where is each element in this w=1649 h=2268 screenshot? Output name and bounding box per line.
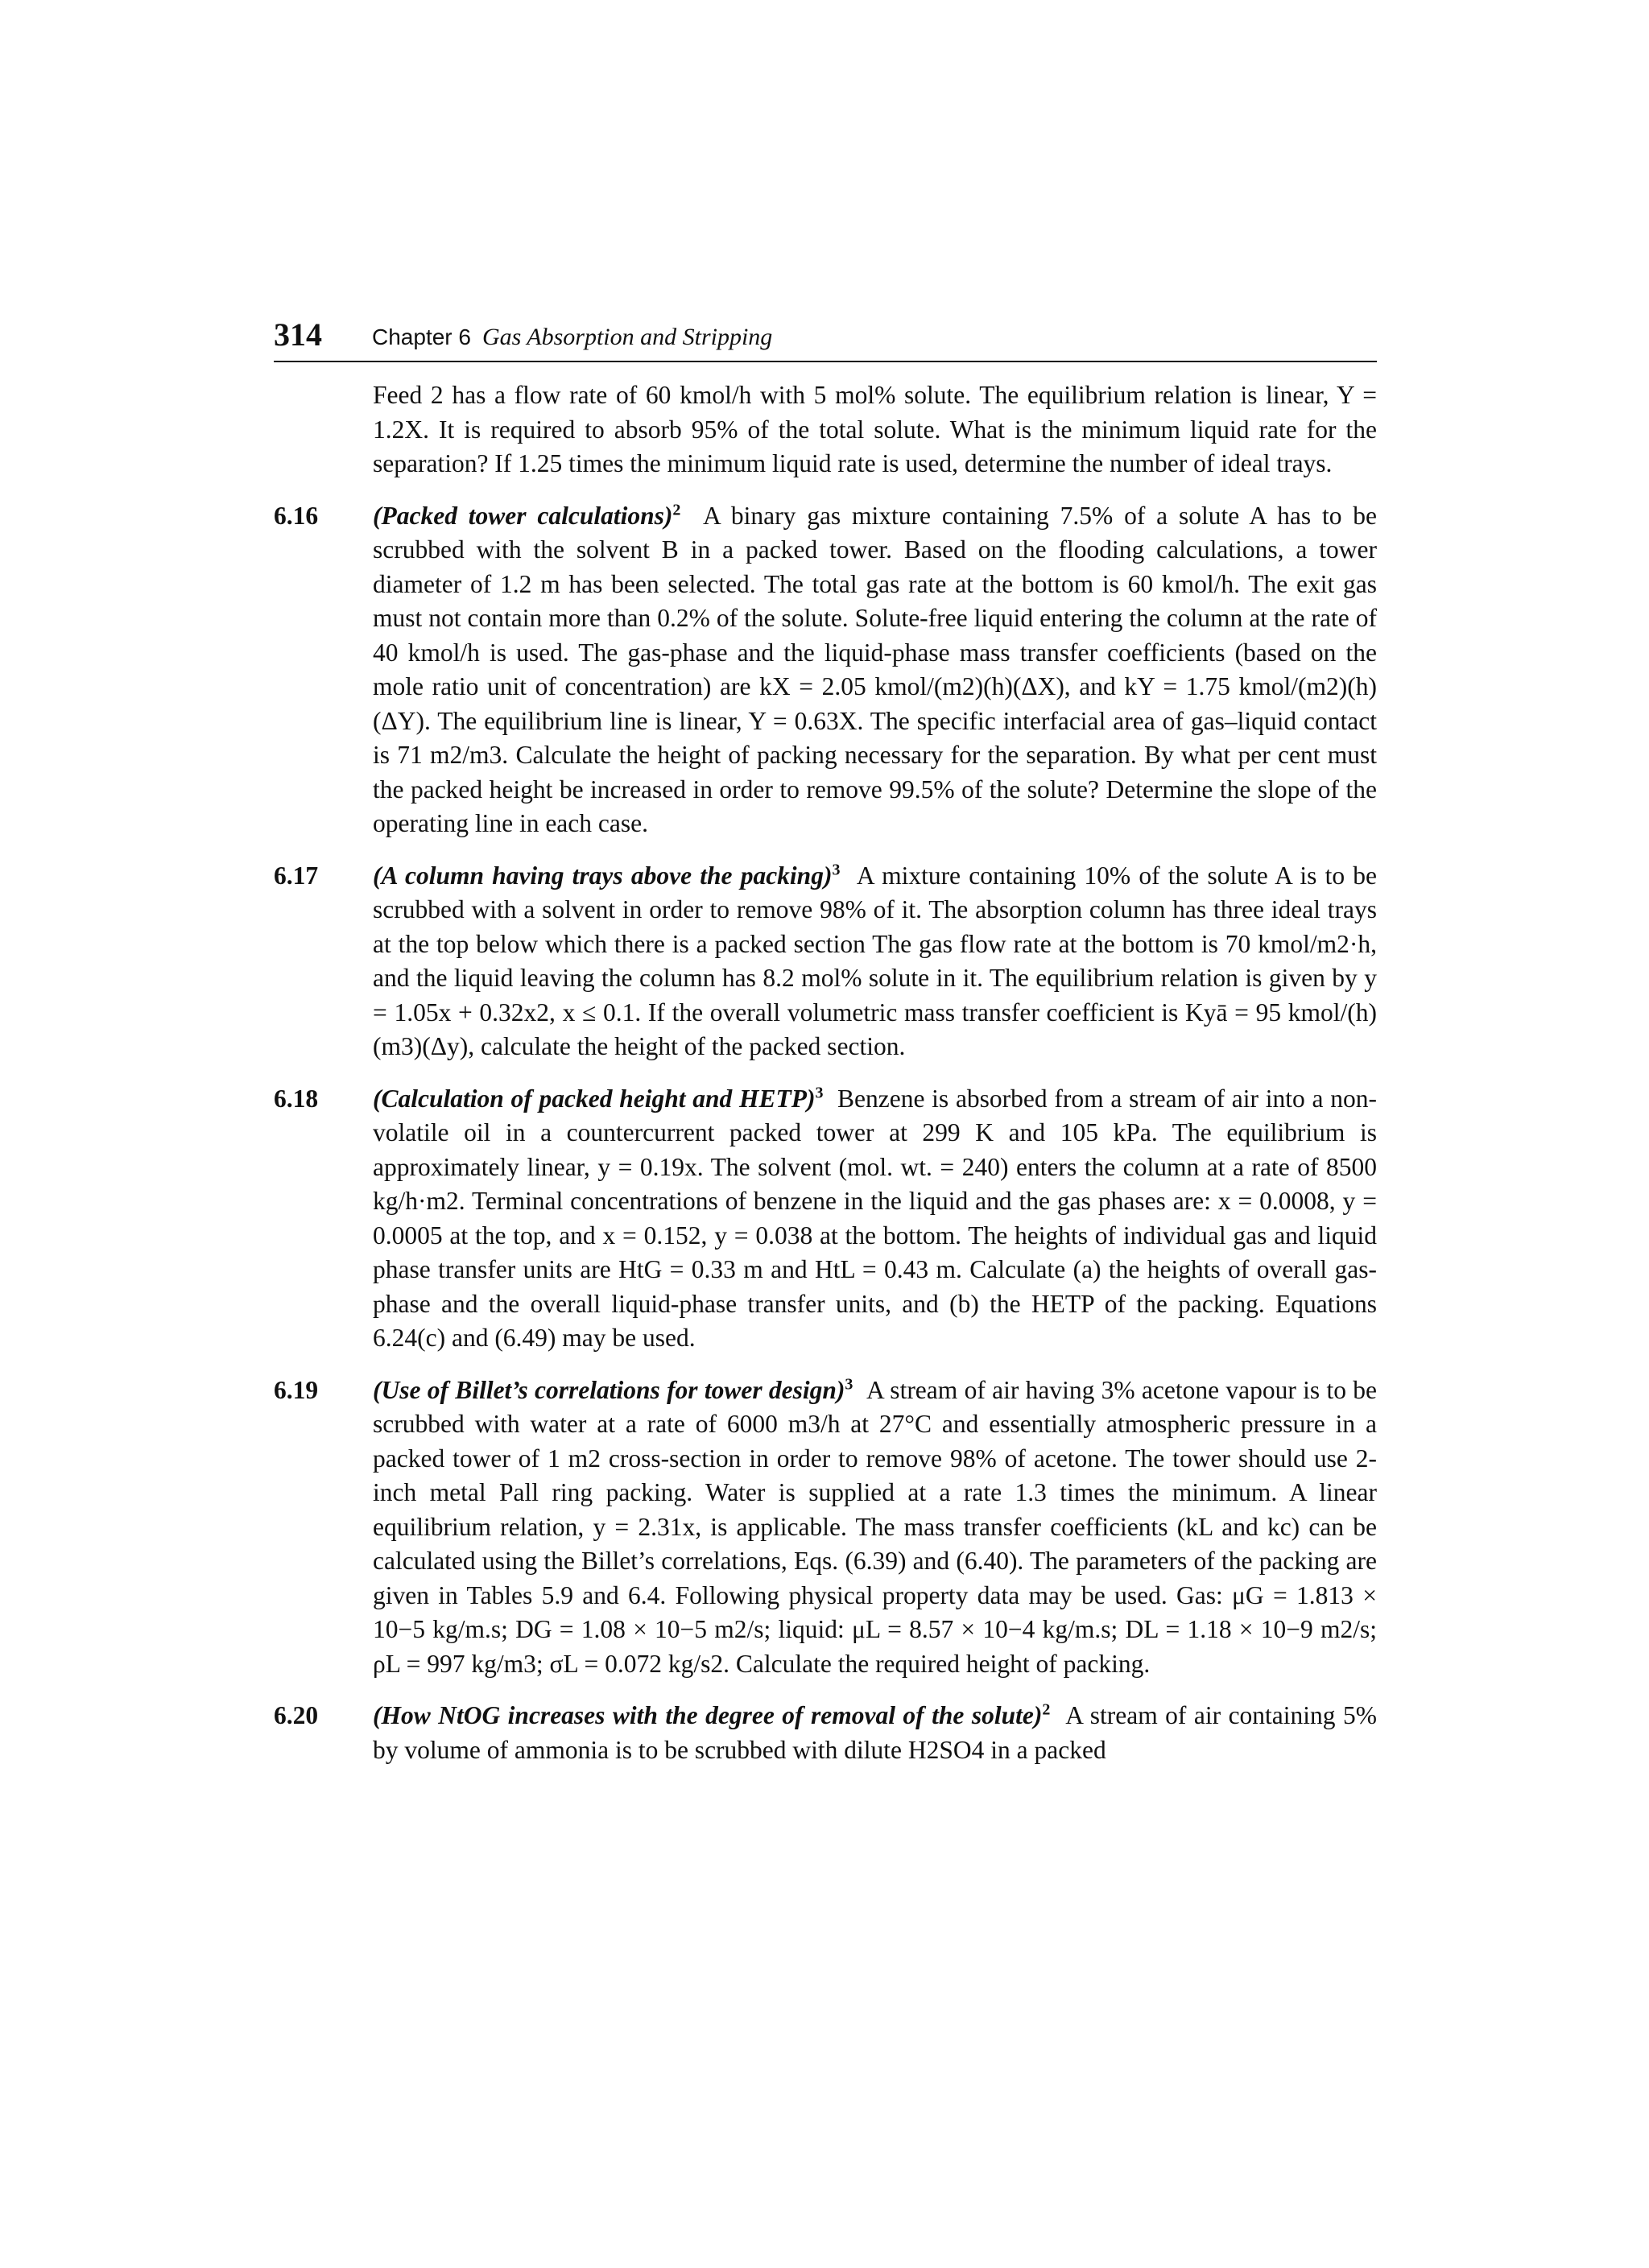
continued-problem	[274, 378, 1377, 481]
chapter-heading	[372, 324, 772, 351]
problem-6-20	[274, 1699, 1377, 1767]
problem-body: Benzene is absorbed from a stream of air into a non-volatile oil in a countercurrent packed tower at 299 K and 105 kPa. The equilibrium is approximately linear, y = 0.19x. The solvent (mol. wt. = 240) enters the column at a rate of 8500 kg/h·m2. Terminal concentrations of benzene in the liquid and the gas phases are: x = 0.0008, y = 0.0005 at the top, and x = 0.152, y = 0.038 at the bottom. The heights of individual gas and liquid phase transfer units are HtG = 0.33 m and HtL = 0.43 m. Calculate (a) the heights of overall gas-phase and the overall liquid-phase transfer units, and (b) the HETP of the packing. Equations 6.24(c) and (6.49) may be used.	[373, 1084, 1377, 1352]
problem-text	[373, 1374, 1377, 1682]
problem-number: 6.17	[274, 861, 319, 890]
problem-title: (Use of Billet’s correlations for tower design)	[373, 1375, 845, 1404]
problem-body: A mixture containing 10% of the solute A is to be scrubbed with a solvent in order to remove 98% of it. The absorption column has three ideal trays at the top below which there is a packed section The gas flow rate at the bottom is 70 kmol/m2·h, and the liquid leaving the column has 8.2 mol% solute in it. The equilibrium relation is given by y = 1.05x + 0.32x2, x ≤ 0.1. If the overall volumetric mass transfer coefficient is Kyā = 95 kmol/(h)(m3)(Δy), calculate the height of the packed section.	[373, 861, 1378, 1060]
running-header	[274, 316, 1377, 362]
problem-6-19	[274, 1374, 1377, 1682]
page-number: 314	[274, 316, 322, 353]
problem-title: (Calculation of packed height and HETP)	[373, 1084, 816, 1113]
chapter-title: Gas Absorption and Stripping	[481, 324, 773, 350]
problem-text	[373, 859, 1377, 1064]
problem-title: (Packed tower calculations)	[373, 501, 673, 530]
chapter-label: Chapter 6	[372, 324, 471, 349]
problem-6-18	[274, 1082, 1377, 1356]
difficulty-ref: 2	[1042, 1700, 1051, 1719]
continued-text: Feed 2 has a flow rate of 60 kmol/h with 5 mol% solute. The equilibrium relation is linear, Y = 1.2X. It is required to absorb 95% of the total solute. What is the minimum liquid rate for the separation? If 1.25 times the minimum liquid rate is used, determine the number of ideal trays.	[373, 381, 1377, 477]
problem-number: 6.16	[274, 501, 319, 530]
problem-body: A stream of air containing 5% by volume of ammonia is to be scrubbed with dilute H2SO4 in a packed	[373, 1701, 1378, 1764]
problem-body: A stream of air having 3% acetone vapour is to be scrubbed with water at a rate of 6000 m3/h at 27°C and essentially atmospheric pressure in a packed tower of 1 m2 cross-section in order to remove 98% of acetone. The tower should use 2-inch metal Pall ring packing. Water is supplied at a rate 1.3 times the minimum. A linear equilibrium relation, y = 2.31x, is applicable. The mass transfer coefficients (kL and kc) can be calculated using the Billet’s correlations, Eqs. (6.39) and (6.40). The parameters of the packing are given in Tables 5.9 and 6.4. Following physical property data may be used. Gas: μG = 1.813 × 10−5 kg/m.s; DG = 1.08 × 10−5 m2/s; liquid: μL = 8.57 × 10−4 kg/m.s; DL = 1.18 × 10−9 m2/s; ρL = 997 kg/m3; σL = 0.072 kg/s2. Calculate the required height of packing.	[373, 1375, 1377, 1678]
problem-text	[373, 1082, 1377, 1356]
problem-number: 6.20	[274, 1701, 319, 1729]
problem-title: (A column having trays above the packing)	[373, 861, 833, 890]
problem-6-16	[274, 499, 1377, 841]
difficulty-ref: 3	[815, 1084, 824, 1101]
problem-text	[373, 1699, 1377, 1767]
problem-6-17	[274, 859, 1377, 1064]
difficulty-ref: 3	[832, 861, 841, 878]
difficulty-ref: 2	[672, 501, 681, 518]
page-body	[274, 378, 1377, 1785]
problem-text	[373, 499, 1377, 841]
problem-number: 6.19	[274, 1375, 319, 1404]
problem-number: 6.18	[274, 1084, 319, 1113]
difficulty-ref: 3	[845, 1375, 853, 1393]
problem-body: A binary gas mixture containing 7.5% of a solute A has to be scrubbed with the solvent B in a packed tower. Based on the flooding calculations, a tower diameter of 1.2 m has been selected. The total gas rate at the bottom is 60 kmol/h. The exit gas must not contain more than 0.2% of the solute. Solute-free liquid entering the column at the rate of 40 kmol/h is used. The gas-phase and the liquid-phase mass transfer coefficients (based on the mole ratio unit of concentration) are kX = 2.05 kmol/(m2)(h)(ΔX), and kY = 1.75 kmol/(m2)(h)(ΔY). The equilibrium line is linear, Y = 0.63X. The specific interfacial area of gas–liquid contact is 71 m2/m3. Calculate the height of packing necessary for the separation. By what per cent must the packed height be increased in order to remove 99.5% of the solute? Determine the slope of the operating line in each case.	[373, 501, 1378, 837]
problem-title: (How NtOG increases with the degree of removal of the solute)	[373, 1701, 1043, 1729]
